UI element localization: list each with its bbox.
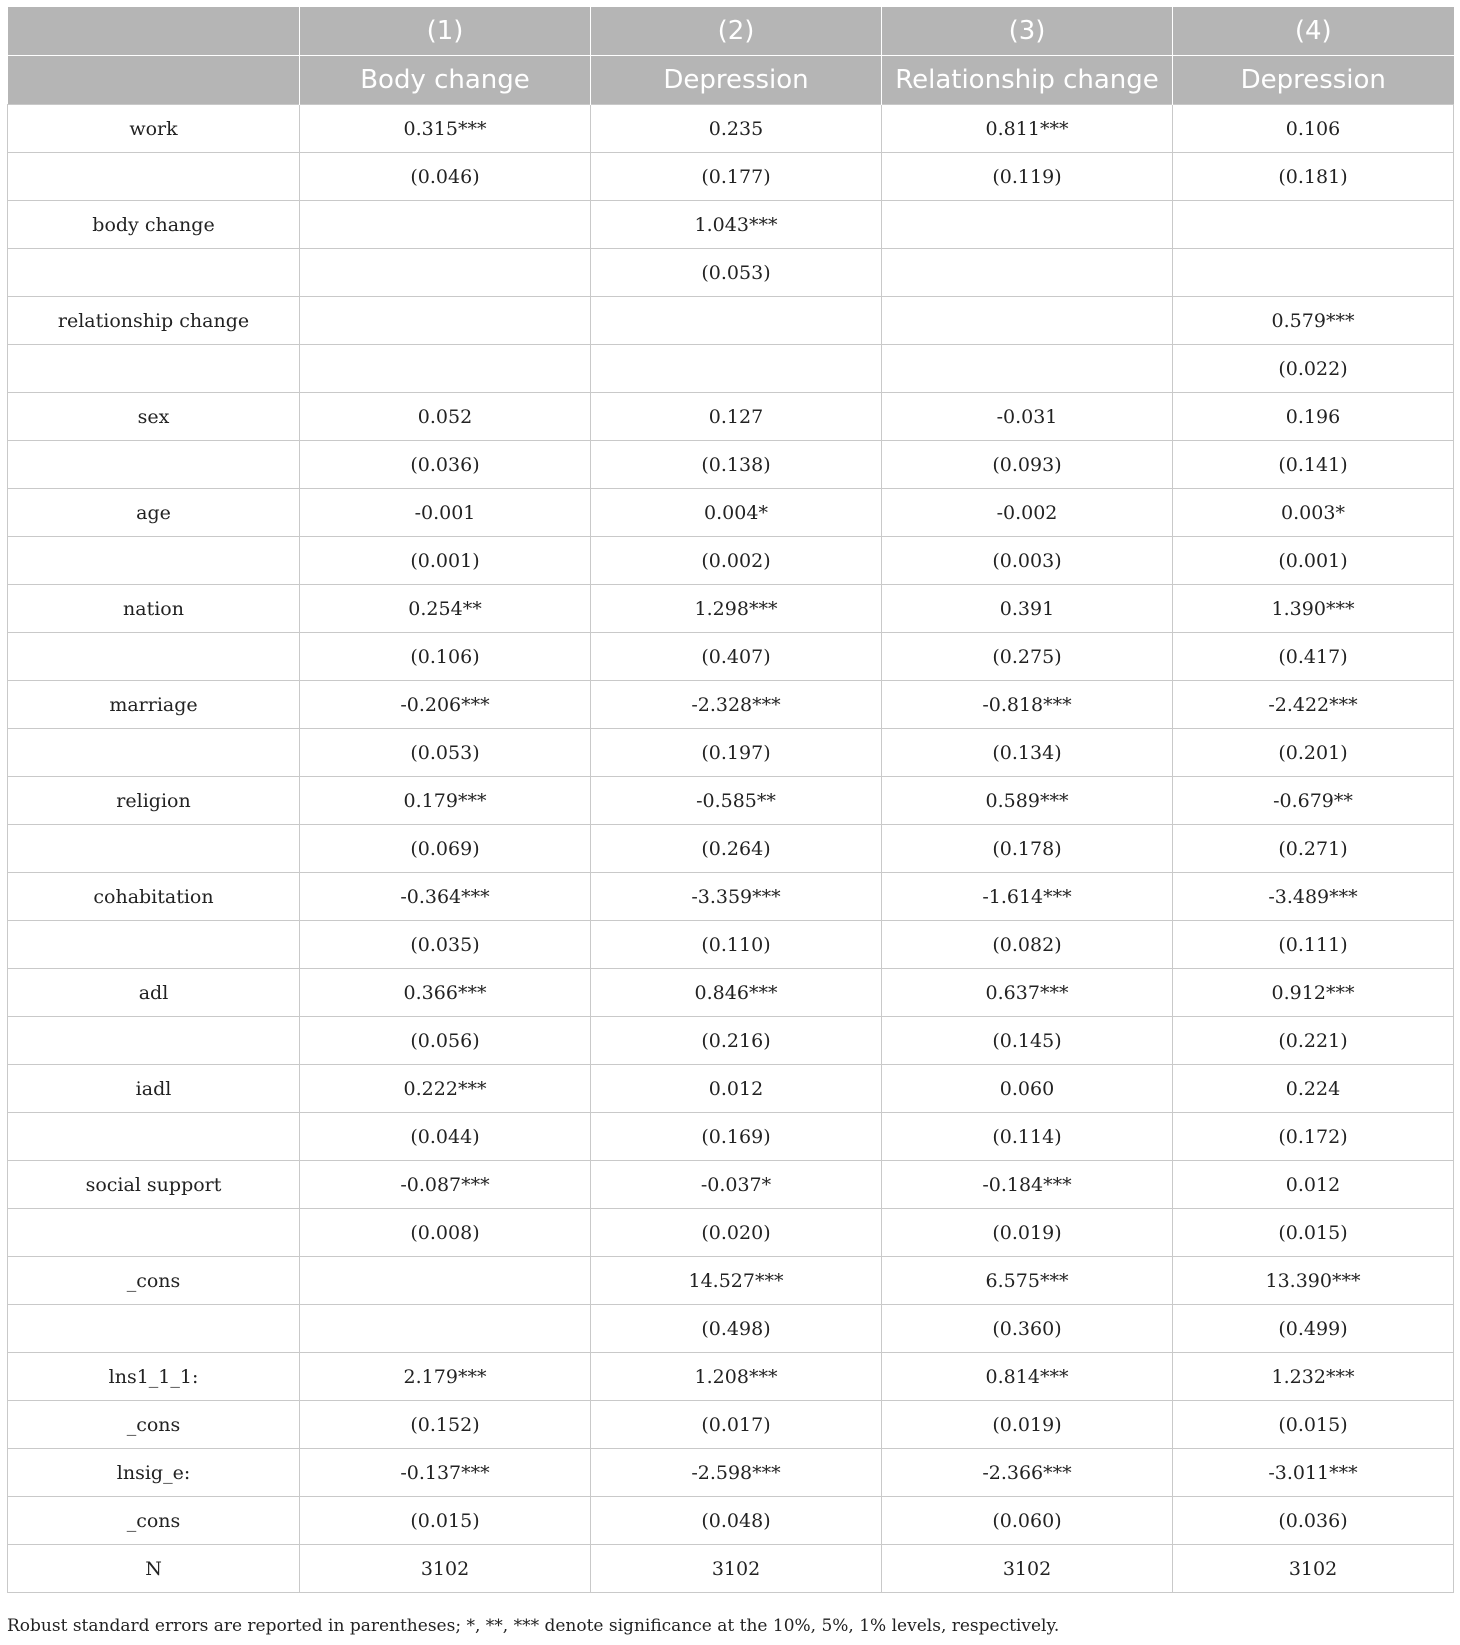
value-cell: 1.390*** xyxy=(1173,585,1454,633)
table-row xyxy=(8,1017,1454,1065)
value-cell: 0.366*** xyxy=(300,969,591,1017)
value-cell: (0.036) xyxy=(1173,1497,1454,1545)
table-row xyxy=(8,585,1454,633)
value-cell: -1.614*** xyxy=(882,873,1173,921)
value-cell: (0.119) xyxy=(882,153,1173,201)
value-cell: (0.114) xyxy=(882,1113,1173,1161)
value-cell: (0.106) xyxy=(300,633,591,681)
value-cell: (0.044) xyxy=(300,1113,591,1161)
value-cell: -0.087*** xyxy=(300,1161,591,1209)
table-row xyxy=(8,1209,1454,1257)
value-cell: (0.264) xyxy=(591,825,882,873)
value-cell: (0.001) xyxy=(1173,537,1454,585)
value-cell: -2.598*** xyxy=(591,1449,882,1497)
value-cell: 0.052 xyxy=(300,393,591,441)
table-row xyxy=(8,1353,1454,1401)
value-cell: (0.110) xyxy=(591,921,882,969)
table-row xyxy=(8,105,1454,153)
value-cell: 0.222*** xyxy=(300,1065,591,1113)
row-label-cell xyxy=(8,1017,300,1065)
row-label-cell xyxy=(8,1305,300,1353)
value-cell xyxy=(882,201,1173,249)
row-label-cell xyxy=(8,633,300,681)
value-cell: -2.366*** xyxy=(882,1449,1173,1497)
value-cell: -3.359*** xyxy=(591,873,882,921)
table-row xyxy=(8,969,1454,1017)
value-cell: (0.177) xyxy=(591,153,882,201)
value-cell: (0.141) xyxy=(1173,441,1454,489)
header-label-cell: Relationship change xyxy=(882,56,1173,105)
table-row xyxy=(8,633,1454,681)
value-cell: (0.056) xyxy=(300,1017,591,1065)
header-label-cell: Depression xyxy=(1173,56,1454,105)
value-cell: (0.053) xyxy=(591,249,882,297)
table-row xyxy=(8,1065,1454,1113)
value-cell: (0.499) xyxy=(1173,1305,1454,1353)
value-cell: 3102 xyxy=(1173,1545,1454,1593)
table-row xyxy=(8,537,1454,585)
value-cell: (0.060) xyxy=(882,1497,1173,1545)
table-footnote: Robust standard errors are reported in parentheses; *, **, *** denote significance at the 10%, 5%, 1% levels, respectively. xyxy=(7,1616,1060,1636)
value-cell: (0.003) xyxy=(882,537,1173,585)
value-cell: 0.224 xyxy=(1173,1065,1454,1113)
row-label-cell xyxy=(8,1209,300,1257)
row-label-cell xyxy=(8,345,300,393)
row-label-cell: work xyxy=(8,105,300,153)
row-label-cell xyxy=(8,1113,300,1161)
row-label-cell: _cons xyxy=(8,1257,300,1305)
table-header xyxy=(8,7,1454,105)
value-cell: (0.019) xyxy=(882,1209,1173,1257)
value-cell: 2.179*** xyxy=(300,1353,591,1401)
value-cell: (0.138) xyxy=(591,441,882,489)
value-cell: 1.043*** xyxy=(591,201,882,249)
value-cell: 13.390*** xyxy=(1173,1257,1454,1305)
value-cell: (0.417) xyxy=(1173,633,1454,681)
table-row xyxy=(8,1545,1454,1593)
value-cell: (0.172) xyxy=(1173,1113,1454,1161)
table-row xyxy=(8,921,1454,969)
value-cell: (0.201) xyxy=(1173,729,1454,777)
row-label-cell: marriage xyxy=(8,681,300,729)
table-row xyxy=(8,201,1454,249)
value-cell: -0.206*** xyxy=(300,681,591,729)
value-cell: 14.527*** xyxy=(591,1257,882,1305)
value-cell: -2.328*** xyxy=(591,681,882,729)
value-cell: 0.012 xyxy=(1173,1161,1454,1209)
regression-table-container xyxy=(7,7,1453,1593)
value-cell: -0.031 xyxy=(882,393,1173,441)
value-cell: -3.489*** xyxy=(1173,873,1454,921)
value-cell: 1.232*** xyxy=(1173,1353,1454,1401)
value-cell xyxy=(1173,249,1454,297)
value-cell: (0.134) xyxy=(882,729,1173,777)
value-cell: 0.811*** xyxy=(882,105,1173,153)
value-cell: -0.001 xyxy=(300,489,591,537)
value-cell: 0.589*** xyxy=(882,777,1173,825)
table-body xyxy=(8,105,1454,1593)
value-cell: 0.003* xyxy=(1173,489,1454,537)
regression-table xyxy=(7,7,1454,1593)
value-cell: 0.579*** xyxy=(1173,297,1454,345)
value-cell: -0.585** xyxy=(591,777,882,825)
value-cell xyxy=(591,297,882,345)
table-row xyxy=(8,1161,1454,1209)
row-label-cell: _cons xyxy=(8,1497,300,1545)
value-cell xyxy=(882,345,1173,393)
table-row xyxy=(8,489,1454,537)
value-cell: 0.814*** xyxy=(882,1353,1173,1401)
table-row xyxy=(8,681,1454,729)
row-label-cell: relationship change xyxy=(8,297,300,345)
row-label-cell xyxy=(8,249,300,297)
row-label-cell: age xyxy=(8,489,300,537)
value-cell: (0.015) xyxy=(1173,1401,1454,1449)
value-cell: (0.019) xyxy=(882,1401,1173,1449)
table-row xyxy=(8,1305,1454,1353)
table-row xyxy=(8,249,1454,297)
value-cell xyxy=(300,345,591,393)
value-cell: 0.012 xyxy=(591,1065,882,1113)
row-label-cell xyxy=(8,729,300,777)
row-label-cell: lnsig_e: xyxy=(8,1449,300,1497)
value-cell xyxy=(882,297,1173,345)
value-cell: (0.008) xyxy=(300,1209,591,1257)
value-cell: (0.020) xyxy=(591,1209,882,1257)
value-cell: 0.179*** xyxy=(300,777,591,825)
value-cell xyxy=(300,1305,591,1353)
value-cell: 0.106 xyxy=(1173,105,1454,153)
value-cell: -0.679** xyxy=(1173,777,1454,825)
table-row xyxy=(8,777,1454,825)
value-cell: -0.364*** xyxy=(300,873,591,921)
value-cell: 0.127 xyxy=(591,393,882,441)
row-label-cell xyxy=(8,441,300,489)
value-cell: (0.015) xyxy=(300,1497,591,1545)
value-cell: 3102 xyxy=(882,1545,1173,1593)
header-number-cell: (4) xyxy=(1173,7,1454,56)
value-cell: 1.298*** xyxy=(591,585,882,633)
table-row xyxy=(8,1401,1454,1449)
header-label-cell: Body change xyxy=(300,56,591,105)
value-cell: (0.093) xyxy=(882,441,1173,489)
header-row-numbers xyxy=(8,7,1454,56)
value-cell: 0.846*** xyxy=(591,969,882,1017)
value-cell xyxy=(300,1257,591,1305)
value-cell: -0.137*** xyxy=(300,1449,591,1497)
row-label-cell: sex xyxy=(8,393,300,441)
row-label-cell xyxy=(8,537,300,585)
value-cell: (0.046) xyxy=(300,153,591,201)
value-cell: (0.221) xyxy=(1173,1017,1454,1065)
table-row xyxy=(8,441,1454,489)
value-cell: -0.818*** xyxy=(882,681,1173,729)
table-row xyxy=(8,297,1454,345)
row-label-cell: nation xyxy=(8,585,300,633)
value-cell: (0.498) xyxy=(591,1305,882,1353)
header-label-cell: Depression xyxy=(591,56,882,105)
value-cell: (0.017) xyxy=(591,1401,882,1449)
value-cell: 0.637*** xyxy=(882,969,1173,1017)
value-cell: (0.069) xyxy=(300,825,591,873)
value-cell: 0.004* xyxy=(591,489,882,537)
value-cell: (0.048) xyxy=(591,1497,882,1545)
header-number-cell: (2) xyxy=(591,7,882,56)
value-cell: 0.060 xyxy=(882,1065,1173,1113)
value-cell: (0.271) xyxy=(1173,825,1454,873)
value-cell xyxy=(882,249,1173,297)
table-row xyxy=(8,1257,1454,1305)
value-cell: 3102 xyxy=(300,1545,591,1593)
value-cell: (0.022) xyxy=(1173,345,1454,393)
header-number-cell: (3) xyxy=(882,7,1173,56)
row-label-cell xyxy=(8,825,300,873)
table-row xyxy=(8,345,1454,393)
row-label-cell: adl xyxy=(8,969,300,1017)
value-cell: (0.178) xyxy=(882,825,1173,873)
value-cell: 6.575*** xyxy=(882,1257,1173,1305)
value-cell: -3.011*** xyxy=(1173,1449,1454,1497)
value-cell: (0.275) xyxy=(882,633,1173,681)
table-row xyxy=(8,153,1454,201)
value-cell: (0.407) xyxy=(591,633,882,681)
value-cell: (0.152) xyxy=(300,1401,591,1449)
value-cell: (0.181) xyxy=(1173,153,1454,201)
value-cell: 0.912*** xyxy=(1173,969,1454,1017)
table-row xyxy=(8,825,1454,873)
value-cell: (0.015) xyxy=(1173,1209,1454,1257)
value-cell: (0.002) xyxy=(591,537,882,585)
row-label-cell xyxy=(8,153,300,201)
table-row xyxy=(8,1113,1454,1161)
value-cell: 0.196 xyxy=(1173,393,1454,441)
value-cell: (0.216) xyxy=(591,1017,882,1065)
value-cell: 0.315*** xyxy=(300,105,591,153)
value-cell: (0.145) xyxy=(882,1017,1173,1065)
row-label-cell: social support xyxy=(8,1161,300,1209)
value-cell: 0.235 xyxy=(591,105,882,153)
value-cell: -0.002 xyxy=(882,489,1173,537)
value-cell: -0.037* xyxy=(591,1161,882,1209)
value-cell: (0.111) xyxy=(1173,921,1454,969)
row-label-cell: iadl xyxy=(8,1065,300,1113)
value-cell xyxy=(300,249,591,297)
value-cell xyxy=(1173,201,1454,249)
table-row xyxy=(8,1449,1454,1497)
row-label-cell: N xyxy=(8,1545,300,1593)
value-cell: (0.036) xyxy=(300,441,591,489)
value-cell xyxy=(300,201,591,249)
table-row xyxy=(8,729,1454,777)
value-cell: -0.184*** xyxy=(882,1161,1173,1209)
row-label-cell: body change xyxy=(8,201,300,249)
table-row xyxy=(8,1497,1454,1545)
row-label-cell: _cons xyxy=(8,1401,300,1449)
table-row xyxy=(8,393,1454,441)
header-label-cell xyxy=(8,56,300,105)
value-cell: (0.197) xyxy=(591,729,882,777)
value-cell: 0.391 xyxy=(882,585,1173,633)
header-number-cell xyxy=(8,7,300,56)
value-cell: 0.254** xyxy=(300,585,591,633)
row-label-cell xyxy=(8,921,300,969)
value-cell: (0.360) xyxy=(882,1305,1173,1353)
row-label-cell: lns1_1_1: xyxy=(8,1353,300,1401)
value-cell: 1.208*** xyxy=(591,1353,882,1401)
value-cell: 3102 xyxy=(591,1545,882,1593)
row-label-cell: cohabitation xyxy=(8,873,300,921)
value-cell: (0.082) xyxy=(882,921,1173,969)
value-cell xyxy=(591,345,882,393)
header-row-labels xyxy=(8,56,1454,105)
value-cell: (0.001) xyxy=(300,537,591,585)
value-cell: -2.422*** xyxy=(1173,681,1454,729)
table-row xyxy=(8,873,1454,921)
value-cell xyxy=(300,297,591,345)
row-label-cell: religion xyxy=(8,777,300,825)
header-number-cell: (1) xyxy=(300,7,591,56)
value-cell: (0.169) xyxy=(591,1113,882,1161)
value-cell: (0.035) xyxy=(300,921,591,969)
value-cell: (0.053) xyxy=(300,729,591,777)
